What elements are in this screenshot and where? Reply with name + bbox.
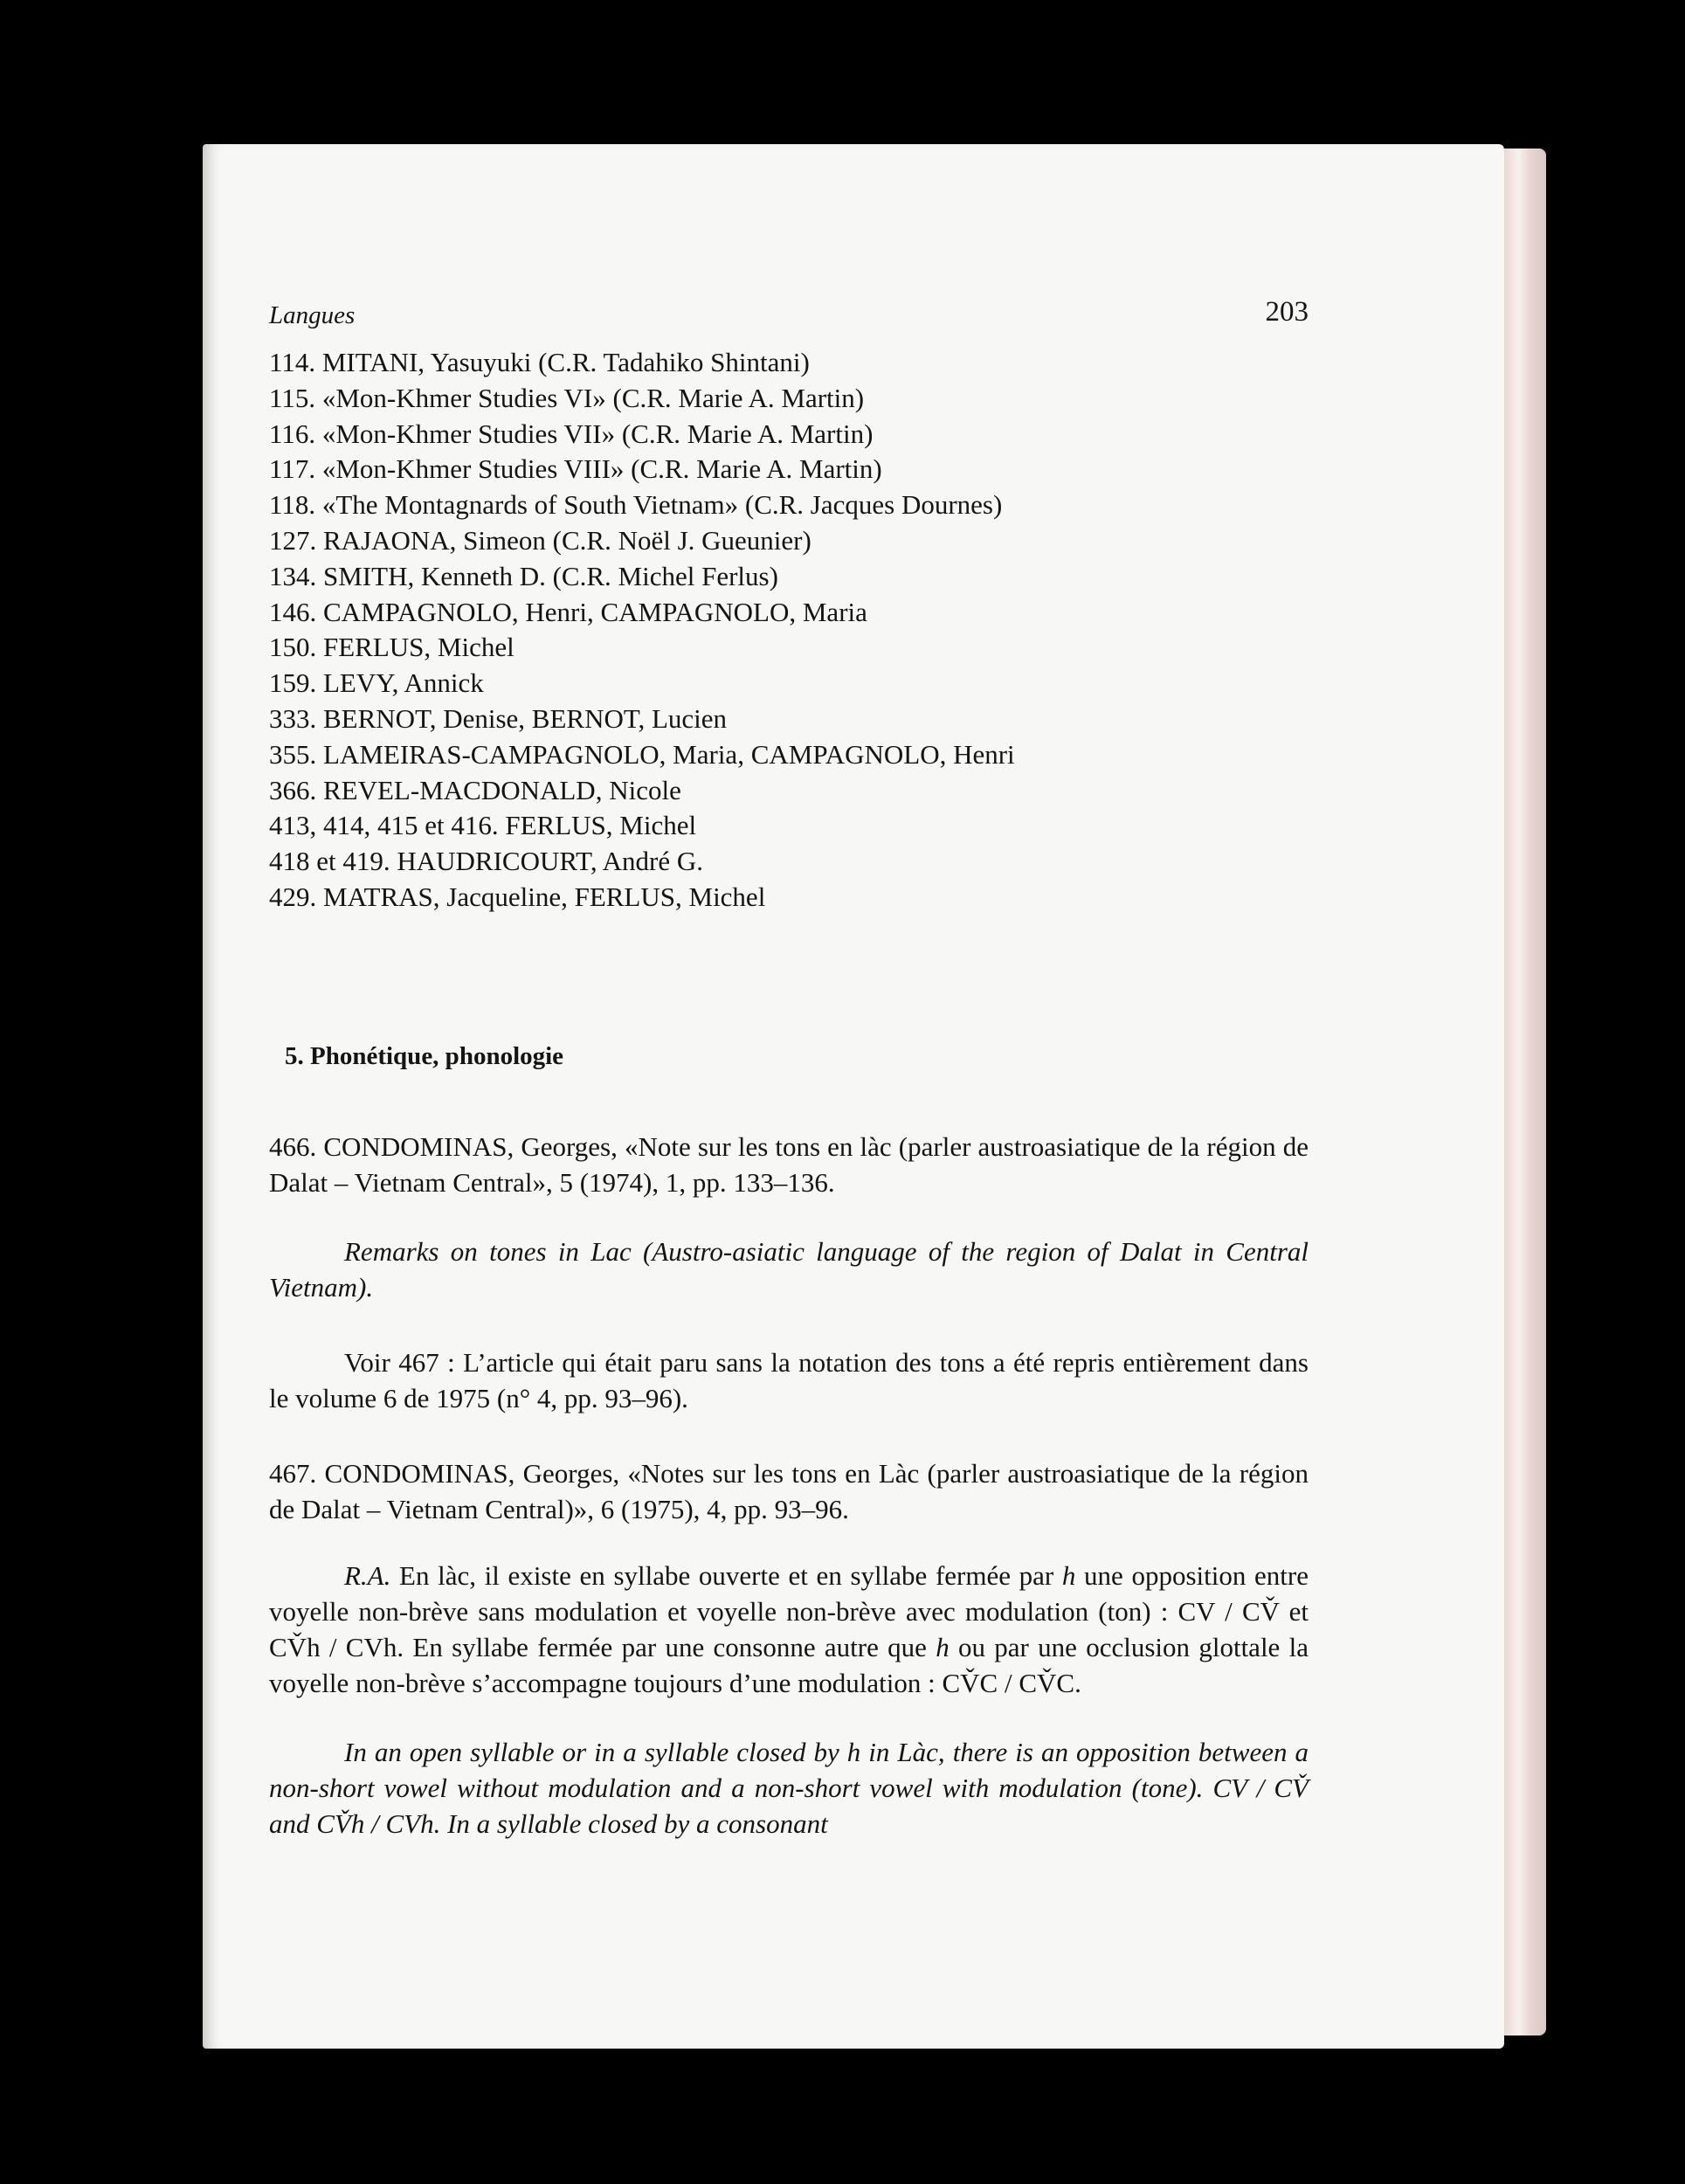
list-item: 429. MATRAS, Jacqueline, FERLUS, Michel <box>269 881 766 912</box>
list-item: 355. LAMEIRAS-CAMPAGNOLO, Maria, CAMPAGNOLO, Henri <box>269 738 1015 770</box>
ra-label: R.A. <box>344 1559 391 1591</box>
abstract-text: ou par une occlusion glottale la voyelle non-brève s’accompagne toujours d’une modulation : CV̌C / CV̌C. <box>269 1631 1309 1698</box>
list-item: 366. REVEL-MACDONALD, Nicole <box>269 774 681 805</box>
list-item: 127. RAJAONA, Simeon (C.R. Noël J. Gueunier) <box>269 524 811 556</box>
entry-467-citation: 467. CONDOMINAS, Georges, «Notes sur les tons en Làc (parler austroasiatique de la région de Dalat – Vietnam Central)», 6 (1975), 4, pp. 93–96. <box>269 1457 1309 1524</box>
abstract-text: une opposition entre voyelle non-brève sans modulation et voyelle non-brève avec modulation (ton) : CV / CV̌ et CV̌h / CVh. En syllabe fermée par une consonne autre que <box>269 1559 1309 1662</box>
page-content <box>269 296 1309 1842</box>
entry-467-abstract-fr <box>269 1558 1309 1701</box>
page-header <box>269 296 1309 345</box>
abstract-text: En làc, il existe en syllabe ouverte et en syllabe fermée par <box>390 1559 1062 1591</box>
list-item: 134. SMITH, Kenneth D. (C.R. Michel Ferlus) <box>269 560 778 591</box>
list-item: 413, 414, 415 et 416. FERLUS, Michel <box>269 810 697 841</box>
list-item: 159. LEVY, Annick <box>269 667 484 699</box>
list-item: 114. MITANI, Yasuyuki (C.R. Tadahiko Shintani) <box>269 347 810 377</box>
abstract-italic-h: h <box>936 1631 950 1662</box>
list-item: 146. CAMPAGNOLO, Henri, CAMPAGNOLO, Maria <box>269 596 867 627</box>
list-item: 333. BERNOT, Denise, BERNOT, Lucien <box>269 702 728 734</box>
entry-466-citation: 466. CONDOMINAS, Georges, «Note sur les tons en làc (parler austroasiatique de la région de Dalat – Vietnam Central», 5 (1974), 1, pp. 133–136. <box>269 1130 1309 1198</box>
page-number: 203 <box>1265 296 1309 328</box>
list-item: 116. «Mon-Khmer Studies VII» (C.R. Marie A. Martin) <box>269 418 874 449</box>
list-item: 150. FERLUS, Michel <box>269 632 514 663</box>
abstract-italic-h: h <box>1061 1559 1076 1591</box>
entry-467-abstract-en: In an open syllable or in a syllable closed by h in Làc, there is an opposition between a non-short vowel without modulation and a non-short vowel with modulation (tone). CV / CV̌ and CV̌h / CVh. In a syllable closed by a consonant <box>269 1736 1309 1839</box>
list-item: 118. «The Montagnards of South Vietnam» (C.R. Jacques Dournes) <box>269 489 1003 521</box>
author-index-list <box>269 345 1309 916</box>
list-item: 117. «Mon-Khmer Studies VIII» (C.R. Marie A. Martin) <box>269 453 882 485</box>
list-item: 115. «Mon-Khmer Studies VI» (C.R. Marie A. Martin) <box>269 382 865 413</box>
entry-466-english-remark: Remarks on tones in Lac (Austro-asiatic language of the region of Dalat in Central Vietnam). <box>269 1235 1309 1303</box>
entry-466-cross-reference: Voir 467 : L’article qui était paru sans la notation des tons a été repris entièrement dans le volume 6 de 1975 (n° 4, pp. 93–96). <box>269 1346 1309 1413</box>
section-heading: 5. Phonétique, phonologie <box>285 1041 564 1070</box>
running-head: Langues <box>269 301 356 329</box>
list-item: 418 et 419. HAUDRICOURT, André G. <box>269 846 703 877</box>
